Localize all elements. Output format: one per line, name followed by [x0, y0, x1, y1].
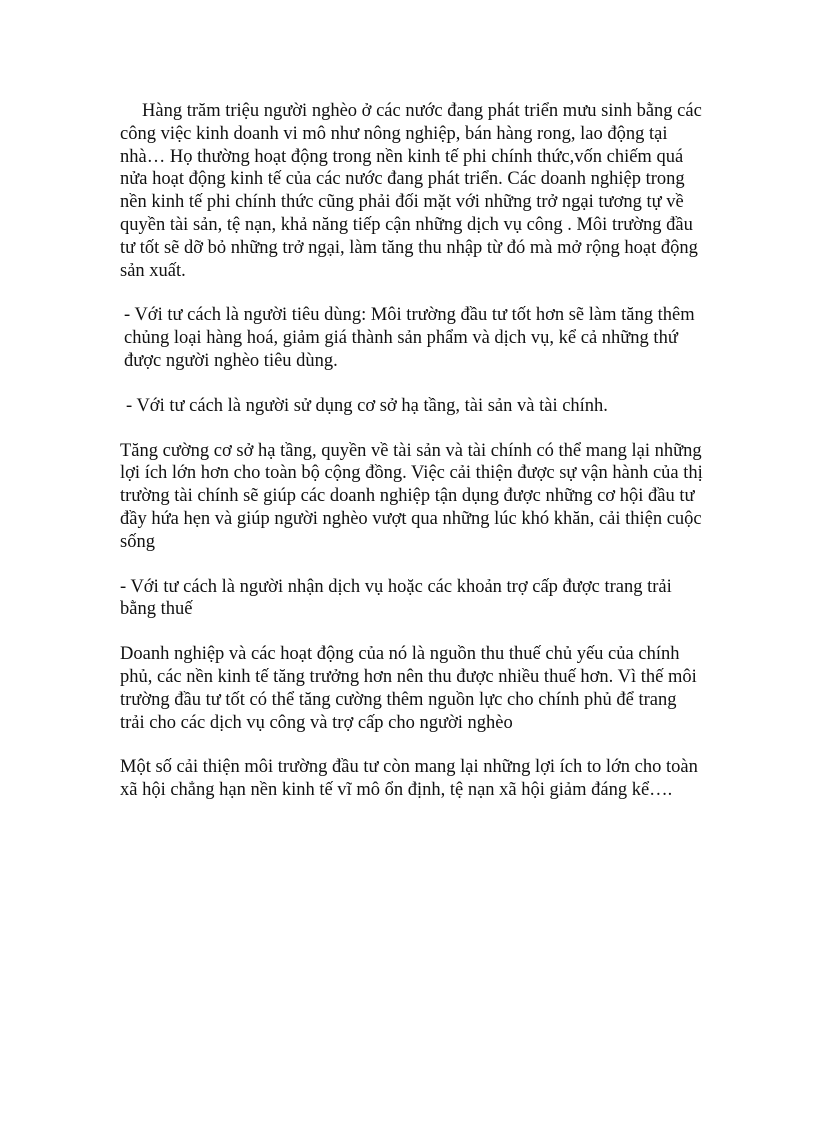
paragraph-intro: Hàng trăm triệu người nghèo ở các nước đang phát triển mưu sinh bằng các công việc kinh doanh vi mô như nông nghiệp, bán hàng rong, lao động tại nhà… Họ thường hoạt động trong nền kinh tế phi chính thức,vốn chiếm quá nửa hoạt động kinh tế của các nước đang phát triển. Các doanh nghiệp trong nền kinh tế phi chính thức cũng phải đối mặt với những trở ngại tương tự về quyền tài sản, tệ nạn, khả năng tiếp cận những dịch vụ công . Môi trường đầu tư tốt sẽ dỡ bỏ những trở ngại, làm tăng thu nhập từ đó mà mở rộng hoạt động sản xuất. — [120, 101, 702, 281]
paragraph-society: Một số cải thiện môi trường đầu tư còn mang lại những lợi ích to lớn cho toàn xã hội chẳng hạn nền kinh tế vĩ mô ổn định, tệ nạn xã hội giảm đáng kể…. — [120, 757, 698, 801]
paragraph-tax-heading: - Với tư cách là người nhận dịch vụ hoặc các khoản trợ cấp được trang trải bằng thuế — [120, 576, 672, 620]
paragraph-infrastructure-heading: - Với tư cách là người sử dụng cơ sở hạ tầng, tài sản và tài chính. — [126, 395, 608, 416]
paragraph-tax: Doanh nghiệp và các hoạt động của nó là nguồn thu thuế chủ yếu của chính phủ, các nền kinh tế tăng trưởng hơn nên thu được nhiều thuế hơn. Vì thế môi trường đầu tư tốt có thể tăng cường thêm nguồn lực cho chính phủ để trang trải cho các dịch vụ công và trợ cấp cho người nghèo — [120, 644, 697, 733]
paragraph-consumer: - Với tư cách là người tiêu dùng: Môi trường đầu tư tốt hơn sẽ làm tăng thêm chủng loại hàng hoá, giảm giá thành sản phẩm và dịch vụ, kể cả những thứ được người nghèo tiêu dùng. — [124, 305, 695, 371]
document-body — [120, 100, 705, 824]
paragraph-infrastructure: Tăng cường cơ sở hạ tầng, quyền về tài sản và tài chính có thể mang lại những lợi ích lớn hơn cho toàn bộ cộng đồng. Việc cải thiện được sự vận hành của thị trường tài chính sẽ giúp các doanh nghiệp tận dụng được những cơ hội đầu tư đầy hứa hẹn và giúp người nghèo vượt qua những lúc khó khăn, cải thiện cuộc sống — [120, 440, 703, 552]
